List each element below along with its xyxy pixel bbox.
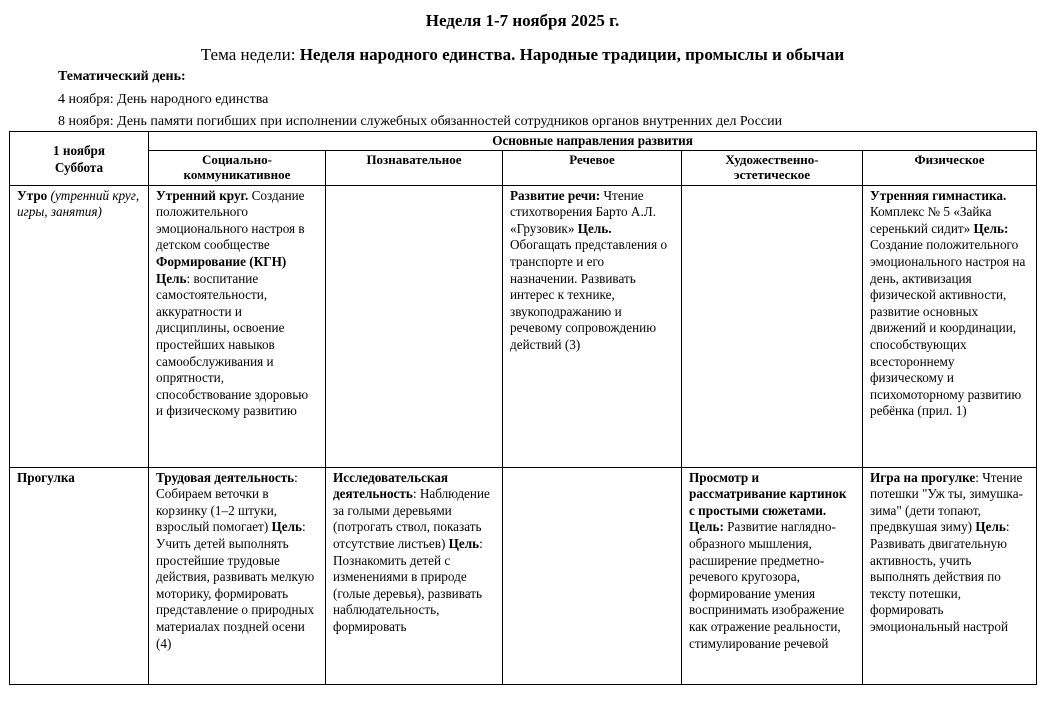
column-header-row (10, 150, 1037, 185)
activity-cell (326, 467, 503, 684)
day-date: 1 ноября (52, 143, 106, 159)
activity-heading: Цель: (973, 220, 1009, 236)
activity-heading: Просмотр и рассматривание картинок с простыми сюжетами. (689, 469, 847, 518)
activity-text: Развитие наглядно-образного мышления, расширение предметно-речевого кругозора, формирование умения воспринимать изображение как отражение реальности, стимулирование речевой (689, 519, 845, 651)
activity-text: : воспитание самостоятельности, аккуратности и дисциплины, освоение простейших навыков самообслуживания и опрятности, способствование здоровью и физическому развитию (156, 270, 309, 419)
activity-cell (149, 185, 326, 467)
row-label: Прогулка (17, 469, 75, 485)
column-header: Познавательное (326, 150, 503, 185)
document-title: Неделя 1-7 ноября 2025 г. (425, 11, 620, 30)
table-body (10, 185, 1037, 684)
row-label-note: (утренний круг, игры, занятия) (17, 187, 140, 220)
activity-text: Чтение стихотворения Барто А.Л. «Грузовик» (510, 187, 656, 236)
activity-cell (682, 467, 863, 684)
activity-text: Комплекс № 5 «Зайка серенький сидит» (870, 204, 992, 236)
thematic-day-note-1: 4 ноября: День народного единства (58, 92, 269, 107)
activity-text: : Познакомить детей с изменениями в природе (голые деревья), развивать наблюдательность, формировать (333, 535, 483, 634)
activity-heading: Формирование (КГН) (156, 253, 287, 269)
column-header: Художественно-эстетическое (682, 150, 863, 185)
activity-heading: Цель (156, 270, 187, 286)
activity-heading: Цель (975, 519, 1006, 535)
day-header-cell (10, 132, 149, 186)
activity-text: : Развивать двигательную активность, учить выполнять действия по тексту потешки, формировать эмоциональный настрой (870, 519, 1010, 634)
activity-text: : Собираем веточки в корзинку (1–2 штуки, взрослый помогает) (156, 469, 298, 535)
activity-heading: Цель. (577, 220, 612, 236)
activity-cell (149, 467, 326, 684)
thematic-day-label: Тематический день: (58, 69, 186, 84)
day-weekday: Суббота (54, 160, 104, 176)
activity-heading: Развитие речи: (510, 187, 601, 203)
activity-heading: Игра на прогулке (870, 469, 976, 485)
activity-cell (503, 185, 682, 467)
activity-text: Обогащать представления о транспорте и его назначении. Развивать интерес к технике, звукоподражанию и речевому сопровождению действий (3) (510, 237, 668, 352)
activity-cell (326, 185, 503, 467)
column-header: Физическое (863, 150, 1037, 185)
activity-text: Создание положительного эмоционального настроя на день, активизация физической активности, развитие основных движений и координации, способствующих всестороннему физическому и психомоторному развитию ребёнка (прил. 1) (870, 237, 1026, 419)
schedule-table (9, 131, 1037, 685)
activity-cell (503, 467, 682, 684)
activity-heading: Цель (271, 519, 302, 535)
activity-cell (682, 185, 863, 467)
activity-heading: Утренний круг. (156, 187, 249, 203)
activity-text: : Чтение потешки "Уж ты, зимушка-зима" (дети топают, предвкушая зиму) (870, 469, 1024, 535)
activity-heading: Трудовая деятельность (156, 469, 295, 485)
table-row (10, 185, 1037, 467)
row-label: Утро (17, 187, 48, 203)
week-theme-label: Тема недели: (200, 45, 296, 64)
column-header: Социально-коммуникативное (149, 150, 326, 185)
week-theme-value: Неделя народного единства. Народные традиции, промыслы и обычаи (299, 45, 845, 64)
activity-cell (863, 467, 1037, 684)
column-header: Речевое (503, 150, 682, 185)
activity-heading: Цель (448, 535, 480, 551)
activity-text: Создание положительного эмоционального настроя в детском сообществе (156, 187, 305, 253)
row-label-cell (10, 185, 149, 467)
thematic-day-note-2: 8 ноября: День памяти погибших при исполнении служебных обязанностей сотрудников органов внутренних дел России (58, 114, 783, 129)
activity-text: : Наблюдение за голыми деревьями (потрогать ствол, показать отсутствие листьев) (333, 486, 490, 551)
table-row (10, 467, 1037, 684)
activity-heading: Утренняя гимнастика. (870, 187, 1007, 203)
activity-heading: Исследовательская деятельность (333, 469, 449, 502)
activity-heading: Цель: (689, 519, 724, 535)
activity-text: : Учить детей выполнять простейшие трудовые действия, развивать мелкую моторику, формировать представление о природных материалах поздней осени (4) (156, 519, 315, 651)
week-theme (0, 45, 1045, 65)
directions-header: Основные направления развития (149, 132, 1037, 151)
activity-cell (863, 185, 1037, 467)
row-label-cell (10, 467, 149, 684)
